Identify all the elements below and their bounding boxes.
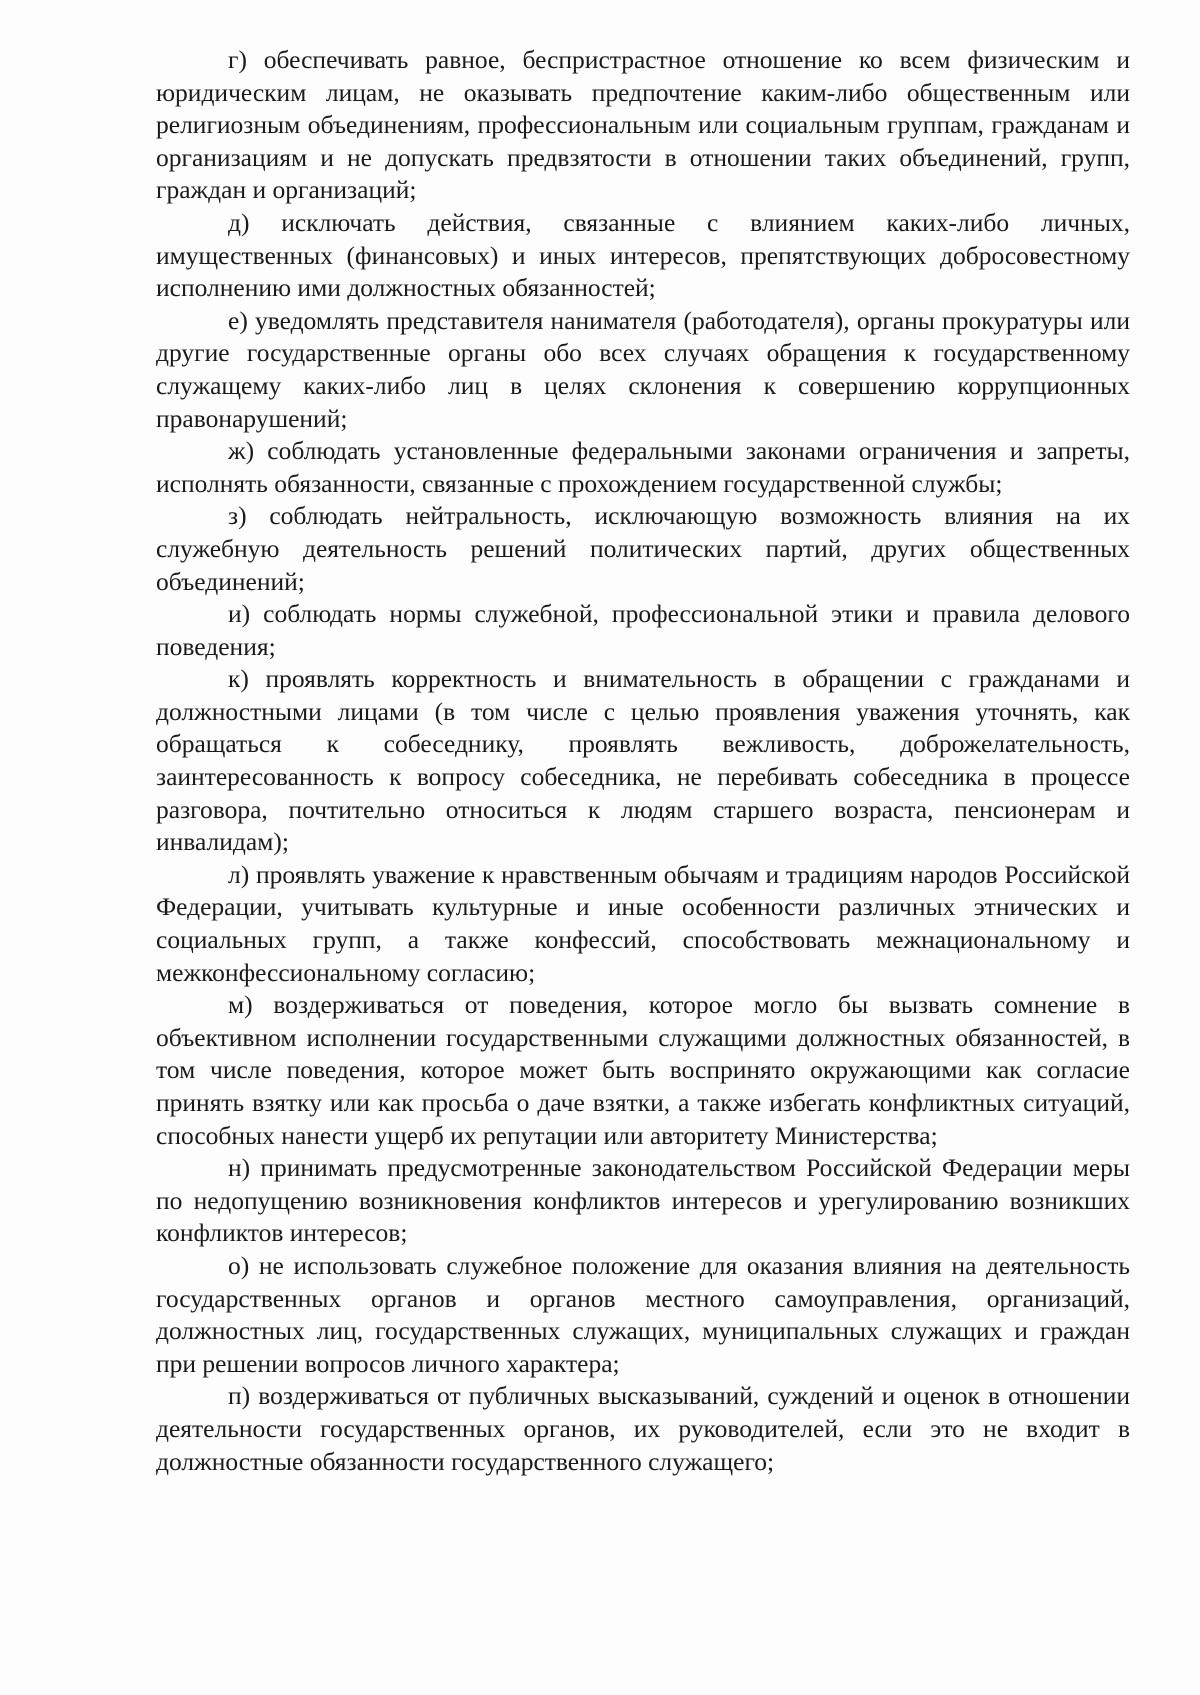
paragraph-o: о) не использовать служебное положение для оказания влияния на деятельность государственных органов и органов местного самоуправления, организаций, должностных лиц, государственных служащих, муниципальных служащих и граждан при решении вопросов личного характера; <box>156 1250 1130 1378</box>
paragraph-k: к) проявлять корректность и внимательность в обращении с гражданами и должностными лицами (в том числе с целью проявления уважения уточнять, как обращаться к собеседнику, проявлять вежливость, доброжелательность, заинтересованность к вопросу собеседника, не перебивать собеседника в процессе разговора, почтительно относиться к людям старшего возраста, пенсионерам и инвалидам); <box>156 664 1130 857</box>
paragraph-m: м) воздерживаться от поведения, которое могло бы вызвать сомнение в объективном исполнении государственными служащими должностных обязанностей, в том числе поведения, которое может быть воспринято окружающими как согласие принять взятку или как просьба о даче взятки, а также избегать конфликтных ситуаций, способных нанести ущерб их репутации или авторитету Министерства; <box>156 990 1130 1150</box>
paragraph-p: п) воздерживаться от публичных высказываний, суждений и оценок в отношении деятельности государственных органов, их руководителей, если это не входит в должностные обязанности государственного служащего; <box>156 1381 1130 1476</box>
paragraph-l: л) проявлять уважение к нравственным обычаям и традициям народов Российской Федерации, учитывать культурные и иные особенности различных этнических и социальных групп, а также конфессий, способствовать межнациональному и межконфессиональному согласию; <box>156 859 1130 987</box>
paragraph-zh: ж) соблюдать установленные федеральными законами ограничения и запреты, исполнять обязанности, связанные с прохождением государственной службы; <box>156 436 1130 498</box>
document-body <box>156 44 1130 1478</box>
paragraph-i: и) соблюдать нормы служебной, профессиональной этики и правила делового поведения; <box>156 599 1130 661</box>
paragraph-z: з) соблюдать нейтральность, исключающую возможность влияния на их служебную деятельность решений политических партий, других общественных объединений; <box>156 501 1130 596</box>
paragraph-n: н) принимать предусмотренные законодательством Российской Федерации меры по недопущению возникновения конфликтов интересов и урегулированию возникших конфликтов интересов; <box>156 1153 1130 1248</box>
paragraph-d: д) исключать действия, связанные с влиянием каких-либо личных, имущественных (финансовых) и иных интересов, препятствующих добросовестному исполнению ими должностных обязанностей; <box>156 207 1130 303</box>
paragraph-g: г) обеспечивать равное, беспристрастное отношение ко всем физическим и юридическим лицам, не оказывать предпочтение каким-либо общественным или религиозным объединениям, профессиональным или социальным группам, гражданам и организациям и не допускать предвзятости в отношении таких объединений, групп, граждан и организаций; <box>156 45 1130 205</box>
paragraph-e: е) уведомлять представителя нанимателя (работодателя), органы прокуратуры или другие государственные органы обо всех случаях обращения к государственному служащему каких-либо лиц в целях склонения к совершению коррупционных правонарушений; <box>156 305 1130 433</box>
